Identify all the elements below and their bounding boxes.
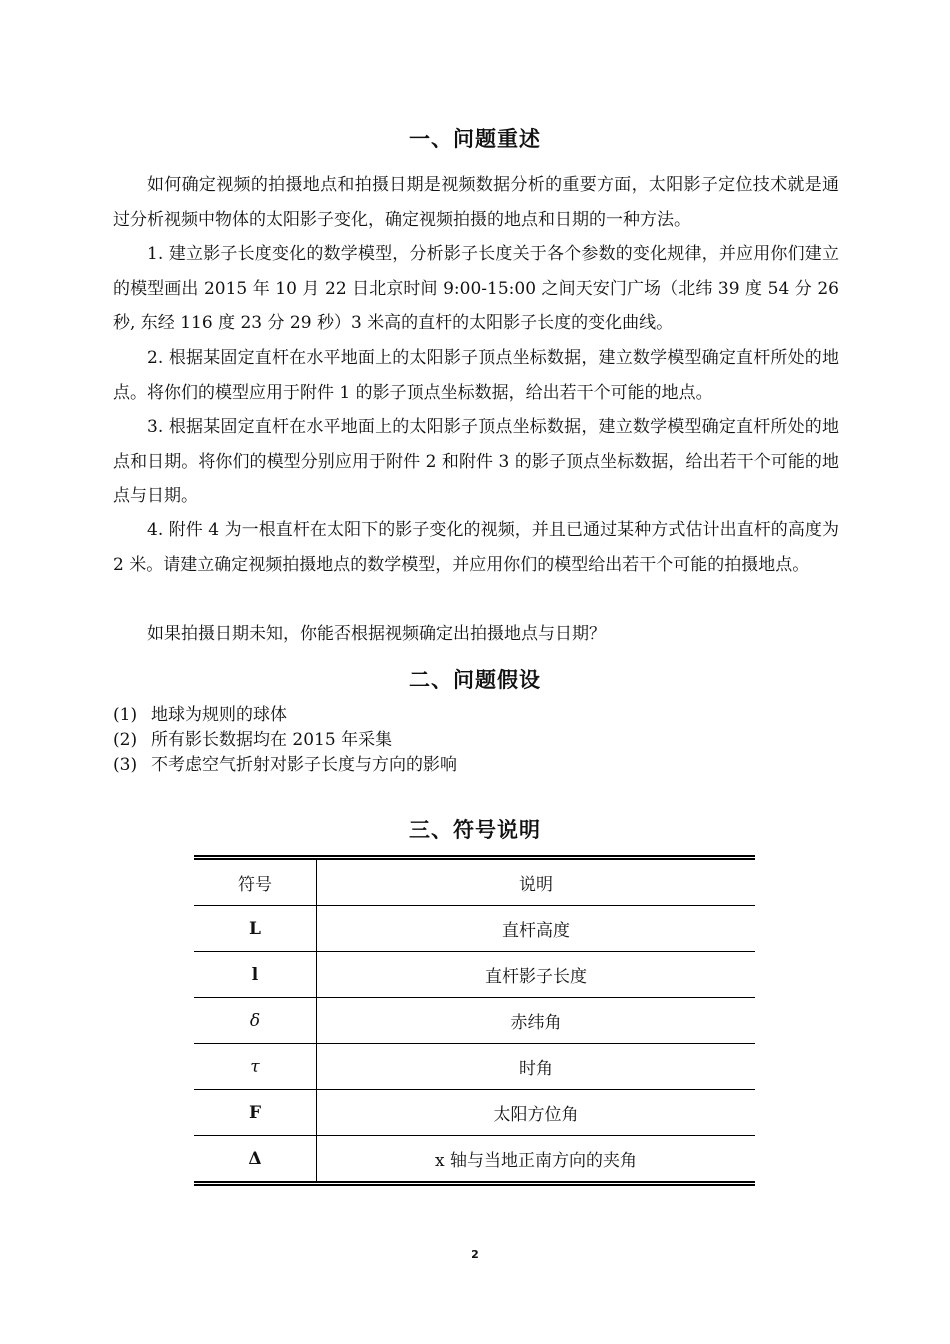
table-row	[194, 998, 755, 1044]
assumption-item	[113, 753, 839, 778]
description-cell: 直杆影子长度	[317, 952, 756, 998]
assumption-text: 不考虑空气折射对影子长度与方向的影响	[151, 755, 457, 775]
table-row	[194, 952, 755, 998]
table-row	[194, 906, 755, 952]
assumption-number: (2)	[113, 730, 138, 750]
assumption-list	[113, 703, 839, 778]
table-row	[194, 1090, 755, 1136]
symbol-cell: l	[194, 952, 317, 998]
assumption-number: (1)	[113, 705, 138, 725]
page-number: 2	[471, 1248, 479, 1261]
section2-title: 二、问题假设	[409, 668, 541, 692]
symbol-table	[194, 855, 755, 1186]
assumption-item	[113, 703, 839, 728]
assumption-item	[113, 728, 839, 753]
symbol-cell: τ	[194, 1044, 317, 1090]
description-cell: 赤纬角	[317, 998, 756, 1044]
table-row	[194, 1136, 755, 1184]
description-cell: 直杆高度	[317, 906, 756, 952]
header-description: 说明	[317, 858, 756, 906]
description-cell: 时角	[317, 1044, 756, 1090]
problem-2-paragraph: 2. 根据某固定直杆在水平地面上的太阳影子顶点坐标数据，建立数学模型确定直杆所处的地点。将你们的模型应用于附件 1 的影子顶点坐标数据，给出若干个可能的地点。	[113, 348, 839, 403]
section1-title: 一、问题重述	[409, 127, 541, 151]
assumption-text: 所有影长数据均在 2015 年采集	[151, 730, 393, 750]
symbol-cell: δ	[194, 998, 317, 1044]
symbol-cell: Δ	[194, 1136, 317, 1184]
description-cell: 太阳方位角	[317, 1090, 756, 1136]
assumption-text: 地球为规则的球体	[151, 705, 287, 725]
symbol-cell: L	[194, 906, 317, 952]
description-cell: x 轴与当地正南方向的夹角	[435, 1151, 637, 1171]
problem-4-paragraph: 4. 附件 4 为一根直杆在太阳下的影子变化的视频，并且已通过某种方式估计出直杆的高度为 2 米。请建立确定视频拍摄地点的数学模型，并应用你们的模型给出若干个可能的拍摄地点。	[113, 520, 839, 575]
table-row	[194, 1044, 755, 1090]
header-symbol: 符号	[194, 858, 317, 906]
symbol-cell: F	[194, 1090, 317, 1136]
problem-1-paragraph: 1. 建立影子长度变化的数学模型，分析影子长度关于各个参数的变化规律，并应用你们建立的模型画出 2015 年 10 月 22 日北京时间 9:00-15:00 之间天安门广场（北纬 39 度 54 分 26 秒, 东经 116 度 23 分 29 秒）3 米高的直杆的太阳影子长度的变化曲线。	[113, 244, 839, 333]
problem-3-paragraph: 3. 根据某固定直杆在水平地面上的太阳影子顶点坐标数据，建立数学模型确定直杆所处的地点和日期。将你们的模型分别应用于附件 2 和附件 3 的影子顶点坐标数据，给出若干个可能的地点与日期。	[113, 417, 839, 506]
table-header-row	[194, 858, 755, 906]
closing-question-paragraph: 如果拍摄日期未知，你能否根据视频确定出拍摄地点与日期？	[147, 624, 606, 644]
section3-title: 三、符号说明	[409, 818, 541, 842]
assumption-number: (3)	[113, 755, 138, 775]
intro-paragraph: 如何确定视频的拍摄地点和拍摄日期是视频数据分析的重要方面，太阳影子定位技术就是通过分析视频中物体的太阳影子变化，确定视频拍摄的地点和日期的一种方法。	[113, 175, 839, 230]
